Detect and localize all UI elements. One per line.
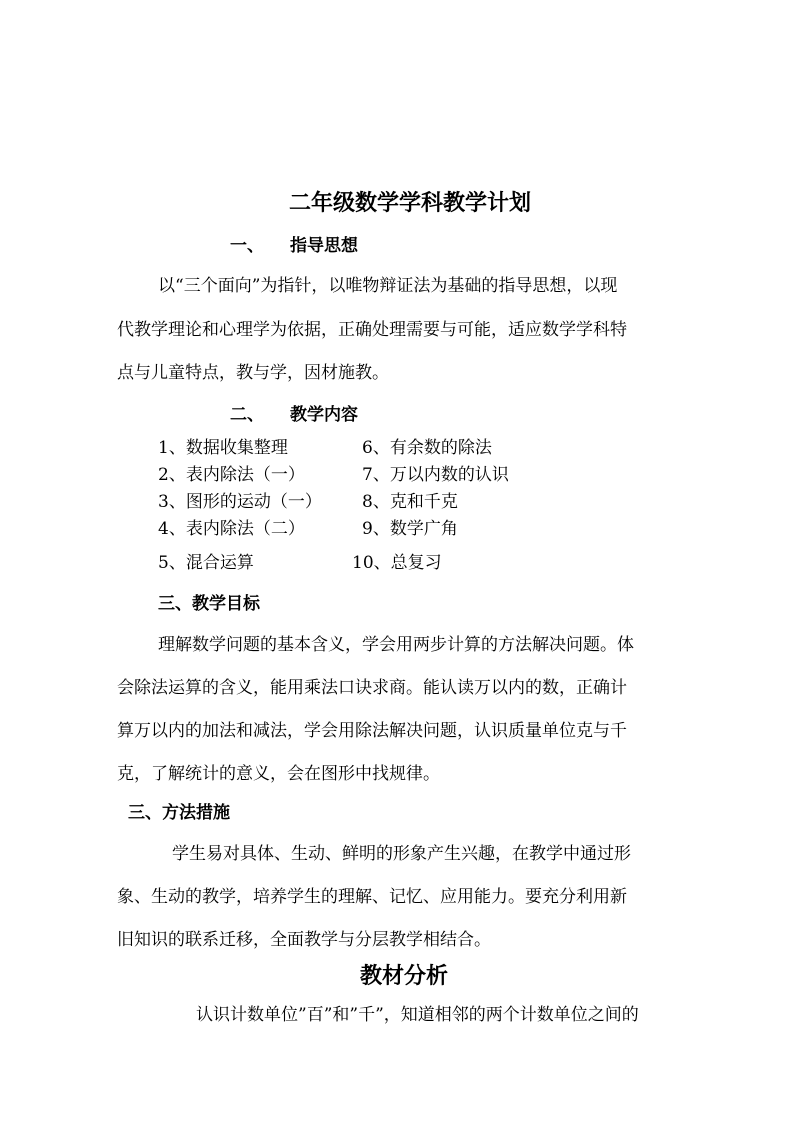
content-item: 7、万以内数的认识 [362,465,509,485]
section-2-title: 教学内容 [290,405,358,425]
analysis-line-1: 认识计数单位”百”和”千”，知道相邻的两个计数单位之间的 [196,1005,639,1025]
section-3-line-2: 会除法运算的含义，能用乘法口诀求商。能认读万以内的数，正确计 [117,678,627,698]
content-item: 9、数学广角 [362,519,458,539]
section-3-line-1: 理解数学问题的基本含义，学会用两步计算的方法解决问题。体 [158,635,634,655]
analysis-title: 教材分析 [360,964,449,989]
content-item: 10、总复习 [352,553,442,573]
content-item: 5、混合运算 [158,553,254,573]
section-4-line-3: 旧知识的联系迁移，全面教学与分层教学相结合。 [117,930,491,950]
section-1-title: 指导思想 [290,236,358,256]
content-item: 8、克和千克 [362,492,458,512]
section-1-line-3: 点与儿童特点，教与学，因材施教。 [117,363,389,383]
section-4-line-2: 象、生动的教学，培养学生的理解、记忆、应用能力。要充分利用新 [117,887,627,907]
content-item: 4、表内除法（二） [158,519,305,539]
section-1-number: 一、 [230,236,264,256]
section-1-line-1: 以“三个面向”为指针，以唯物辩证法为基础的指导思想，以现 [158,276,618,296]
section-1-line-2: 代教学理论和心理学为依据，正确处理需要与可能，适应数学学科特 [117,320,627,340]
content-item: 3、图形的运动（一） [158,492,322,512]
section-4-title: 三、方法措施 [128,803,230,823]
content-item: 6、有余数的除法 [362,438,492,458]
section-3-line-3: 算万以内的加法和减法，学会用除法解决问题，认识质量单位克与千 [117,721,627,741]
section-3-line-4: 克，了解统计的意义，会在图形中找规律。 [117,764,440,784]
content-item: 1、数据收集整理 [158,438,288,458]
section-4-line-1: 学生易对具体、生动、鲜明的形象产生兴趣，在教学中通过形 [172,844,631,864]
section-3-title: 三、教学目标 [158,594,260,614]
section-2-number: 二、 [230,405,264,425]
document-title: 二年级数学学科教学计划 [289,191,532,216]
content-item: 2、表内除法（一） [158,465,305,485]
